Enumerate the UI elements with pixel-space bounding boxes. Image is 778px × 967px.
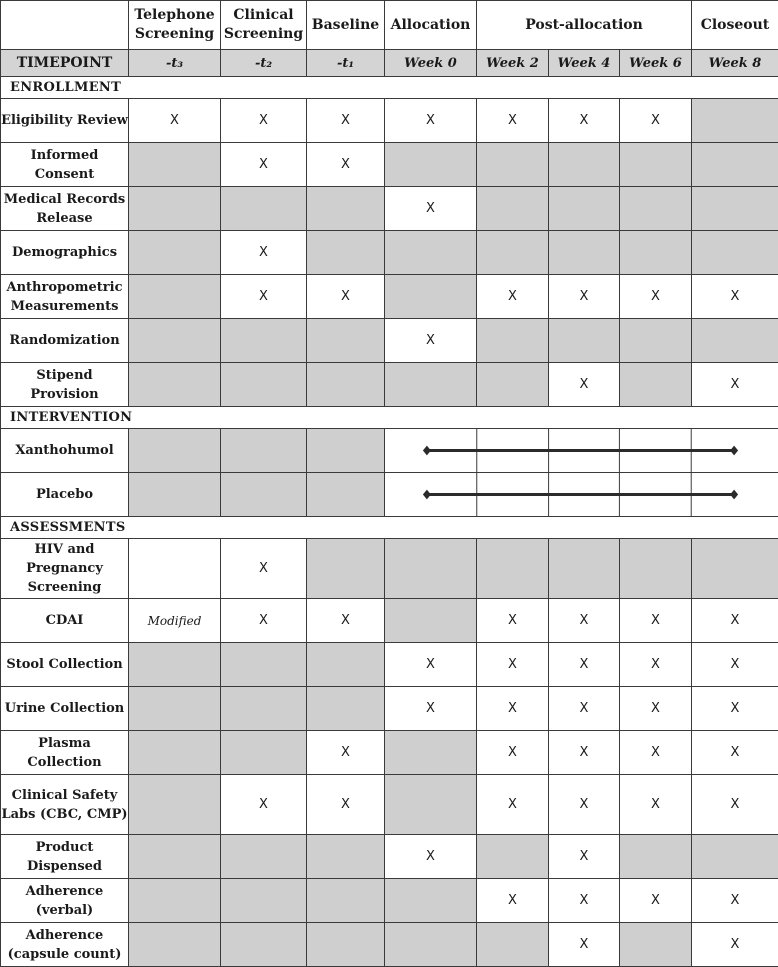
row-label: Adherence (verbal) <box>1 879 129 923</box>
schedule-cell <box>129 429 221 473</box>
schedule-cell <box>307 539 385 599</box>
schedule-cell <box>307 319 385 363</box>
row-informed-consent <box>1 143 778 187</box>
schedule-mark: X <box>477 775 549 835</box>
schedule-cell <box>221 363 307 407</box>
row-stool-collection <box>1 643 778 687</box>
schedule-cell <box>221 473 307 517</box>
row-placebo <box>1 473 778 517</box>
row-label: Urine Collection <box>1 687 129 731</box>
schedule-cell <box>477 363 549 407</box>
schedule-cell <box>307 187 385 231</box>
schedule-mark: X <box>477 879 549 923</box>
timeline-start-diamond <box>423 490 431 500</box>
row-label: HIV and Pregnancy Screening <box>1 539 129 599</box>
row-label: Xanthohumol <box>1 429 129 473</box>
schedule-cell <box>549 143 620 187</box>
timepoint-t2: -t₂ <box>221 50 307 77</box>
phase-closeout: Closeout <box>692 1 778 50</box>
phase-header-row <box>1 1 778 50</box>
schedule-cell <box>129 687 221 731</box>
schedule-mark: X <box>307 775 385 835</box>
schedule-cell <box>307 429 385 473</box>
schedule-mark: X <box>385 687 477 731</box>
schedule-cell <box>692 231 778 275</box>
row-label: Randomization <box>1 319 129 363</box>
row-randomization <box>1 319 778 363</box>
schedule-cell <box>549 187 620 231</box>
schedule-cell <box>129 835 221 879</box>
schedule-cell <box>307 879 385 923</box>
section-title: ASSESSMENTS <box>1 517 778 539</box>
schedule-mark: X <box>385 643 477 687</box>
schedule-cell <box>620 187 692 231</box>
schedule-cell <box>620 319 692 363</box>
schedule-cell <box>477 539 549 599</box>
schedule-mark: X <box>549 275 620 319</box>
schedule-mark: X <box>307 143 385 187</box>
schedule-cell <box>129 643 221 687</box>
timeline-arrow <box>385 473 778 516</box>
corner-cell <box>1 1 129 50</box>
phase-post-allocation: Post-allocation <box>477 1 692 50</box>
schedule-mark: X <box>620 687 692 731</box>
schedule-mark: X <box>549 731 620 775</box>
schedule-mark: X <box>692 731 778 775</box>
schedule-cell <box>307 231 385 275</box>
schedule-mark: X <box>307 599 385 643</box>
schedule-mark: X <box>620 99 692 143</box>
schedule-cell: Modified <box>129 599 221 643</box>
schedule-mark: X <box>692 363 778 407</box>
schedule-cell <box>692 319 778 363</box>
schedule-mark: X <box>549 775 620 835</box>
schedule-cell <box>221 643 307 687</box>
row-label: CDAI <box>1 599 129 643</box>
row-label: Stipend Provision <box>1 363 129 407</box>
schedule-cell <box>692 143 778 187</box>
schedule-mark: X <box>477 99 549 143</box>
schedule-cell <box>549 231 620 275</box>
schedule-mark: X <box>692 599 778 643</box>
timepoint-week-8: Week 8 <box>692 50 778 77</box>
row-label: Demographics <box>1 231 129 275</box>
schedule-cell <box>221 923 307 967</box>
schedule-cell <box>692 539 778 599</box>
schedule-mark: X <box>385 319 477 363</box>
schedule-cell <box>307 687 385 731</box>
schedule-mark: X <box>307 99 385 143</box>
schedule-mark: X <box>549 687 620 731</box>
row-label: Anthropometric Measurements <box>1 275 129 319</box>
schedule-mark: X <box>221 99 307 143</box>
schedule-mark: X <box>221 775 307 835</box>
row-label: Clinical Safety Labs (CBC, CMP) <box>1 775 129 835</box>
timeline-arrow <box>385 429 778 472</box>
schedule-cell <box>221 429 307 473</box>
intervention-timeline-cell <box>385 429 778 473</box>
row-adherence-verbal <box>1 879 778 923</box>
schedule-cell <box>620 363 692 407</box>
row-label: Stool Collection <box>1 643 129 687</box>
row-anthropometric-measurements <box>1 275 778 319</box>
row-plasma-collection <box>1 731 778 775</box>
schedule-cell <box>307 643 385 687</box>
row-stipend-provision <box>1 363 778 407</box>
timepoint-week-4: Week 4 <box>549 50 620 77</box>
schedule-mark: X <box>129 99 221 143</box>
schedule-cell <box>477 923 549 967</box>
row-clinical-safety-labs-cbc-cmp <box>1 775 778 835</box>
timepoint-week-2: Week 2 <box>477 50 549 77</box>
schedule-mark: X <box>549 643 620 687</box>
schedule-cell <box>221 731 307 775</box>
schedule-mark: X <box>477 599 549 643</box>
schedule-cell <box>692 99 778 143</box>
schedule-mark: X <box>692 643 778 687</box>
schedule-mark: X <box>549 923 620 967</box>
schedule-mark: X <box>221 539 307 599</box>
schedule-cell <box>129 879 221 923</box>
section-title: INTERVENTION <box>1 407 778 429</box>
schedule-mark: X <box>549 599 620 643</box>
schedule-cell <box>307 835 385 879</box>
timepoint-t3: -t₃ <box>129 50 221 77</box>
schedule-cell <box>129 731 221 775</box>
schedule-cell <box>129 275 221 319</box>
schedule-cell <box>549 539 620 599</box>
schedule-cell <box>221 319 307 363</box>
schedule-cell <box>477 187 549 231</box>
section-row-assessments <box>1 517 778 539</box>
row-label: Placebo <box>1 473 129 517</box>
schedule-cell <box>620 835 692 879</box>
schedule-cell <box>307 473 385 517</box>
schedule-cell <box>129 923 221 967</box>
schedule-mark: X <box>620 775 692 835</box>
row-xanthohumol <box>1 429 778 473</box>
schedule-cell <box>221 835 307 879</box>
schedule-mark: X <box>549 363 620 407</box>
timeline-end-diamond <box>730 446 738 456</box>
schedule-mark: X <box>385 99 477 143</box>
schedule-mark: X <box>692 687 778 731</box>
schedule-mark: X <box>477 731 549 775</box>
intervention-timeline-cell <box>385 473 778 517</box>
schedule-cell <box>221 879 307 923</box>
schedule-mark: X <box>692 275 778 319</box>
schedule-mark: X <box>477 275 549 319</box>
row-adherence-capsule-count <box>1 923 778 967</box>
schedule-mark: X <box>692 923 778 967</box>
phase-telephone-screening: Telephone Screening <box>129 1 221 50</box>
timepoint-week-6: Week 6 <box>620 50 692 77</box>
schedule-cell <box>477 835 549 879</box>
row-medical-records-release <box>1 187 778 231</box>
timepoint-header-row <box>1 50 778 77</box>
row-eligibility-review <box>1 99 778 143</box>
schedule-mark: X <box>477 643 549 687</box>
schedule-cell <box>129 231 221 275</box>
schedule-cell <box>549 319 620 363</box>
schedule-mark: X <box>620 879 692 923</box>
row-label: Product Dispensed <box>1 835 129 879</box>
schedule-mark: X <box>620 643 692 687</box>
schedule-cell <box>129 775 221 835</box>
schedule-cell <box>129 143 221 187</box>
schedule-mark: X <box>385 835 477 879</box>
schedule-cell <box>385 231 477 275</box>
schedule-cell <box>385 775 477 835</box>
schedule-mark: X <box>307 275 385 319</box>
schedule-cell <box>692 835 778 879</box>
schedule-mark: X <box>692 775 778 835</box>
schedule-cell <box>385 275 477 319</box>
schedule-mark: X <box>620 275 692 319</box>
row-label: Medical Records Release <box>1 187 129 231</box>
schedule-cell <box>385 539 477 599</box>
schedule-body <box>1 77 778 967</box>
row-label: Informed Consent <box>1 143 129 187</box>
schedule-cell <box>620 143 692 187</box>
schedule-cell <box>620 923 692 967</box>
schedule-mark: X <box>549 835 620 879</box>
schedule-cell <box>620 539 692 599</box>
schedule-cell <box>129 363 221 407</box>
schedule-mark: X <box>549 99 620 143</box>
schedule-cell <box>129 473 221 517</box>
schedule-cell <box>385 731 477 775</box>
schedule-mark: X <box>221 231 307 275</box>
row-label: Adherence (capsule count) <box>1 923 129 967</box>
schedule-cell <box>385 923 477 967</box>
schedule-cell <box>692 187 778 231</box>
schedule-cell <box>221 187 307 231</box>
schedule-cell <box>385 143 477 187</box>
schedule-cell <box>477 231 549 275</box>
phase-baseline: Baseline <box>307 1 385 50</box>
schedule-mark: X <box>307 731 385 775</box>
schedule-cell <box>620 231 692 275</box>
section-row-intervention <box>1 407 778 429</box>
row-label: Plasma Collection <box>1 731 129 775</box>
schedule-cell <box>385 879 477 923</box>
row-hiv-and-pregnancy-screening <box>1 539 778 599</box>
timepoint-t1: -t₁ <box>307 50 385 77</box>
schedule-mark: X <box>477 687 549 731</box>
timeline-start-diamond <box>423 446 431 456</box>
schedule-mark: X <box>221 275 307 319</box>
phase-clinical-screening: Clinical Screening <box>221 1 307 50</box>
schedule-cell <box>385 599 477 643</box>
schedule-cell <box>129 187 221 231</box>
schedule-cell <box>385 363 477 407</box>
timepoint-week-0: Week 0 <box>385 50 477 77</box>
schedule-mark: X <box>620 599 692 643</box>
section-title: ENROLLMENT <box>1 77 778 99</box>
schedule-mark: X <box>385 187 477 231</box>
schedule-mark: X <box>549 879 620 923</box>
schedule-cell <box>477 143 549 187</box>
phase-allocation: Allocation <box>385 1 477 50</box>
row-demographics <box>1 231 778 275</box>
timeline-end-diamond <box>730 490 738 500</box>
schedule-mark: X <box>221 143 307 187</box>
section-row-enrollment <box>1 77 778 99</box>
schedule-mark: X <box>221 599 307 643</box>
row-product-dispensed <box>1 835 778 879</box>
schedule-mark: X <box>620 731 692 775</box>
schedule-cell <box>221 687 307 731</box>
schedule-cell <box>307 363 385 407</box>
schedule-mark: X <box>692 879 778 923</box>
row-label: Eligibility Review <box>1 99 129 143</box>
schedule-cell <box>129 539 221 599</box>
row-cdai <box>1 599 778 643</box>
schedule-cell <box>477 319 549 363</box>
timepoint-label: TIMEPOINT <box>1 50 129 77</box>
schedule-cell <box>307 923 385 967</box>
row-urine-collection <box>1 687 778 731</box>
schedule-cell <box>129 319 221 363</box>
